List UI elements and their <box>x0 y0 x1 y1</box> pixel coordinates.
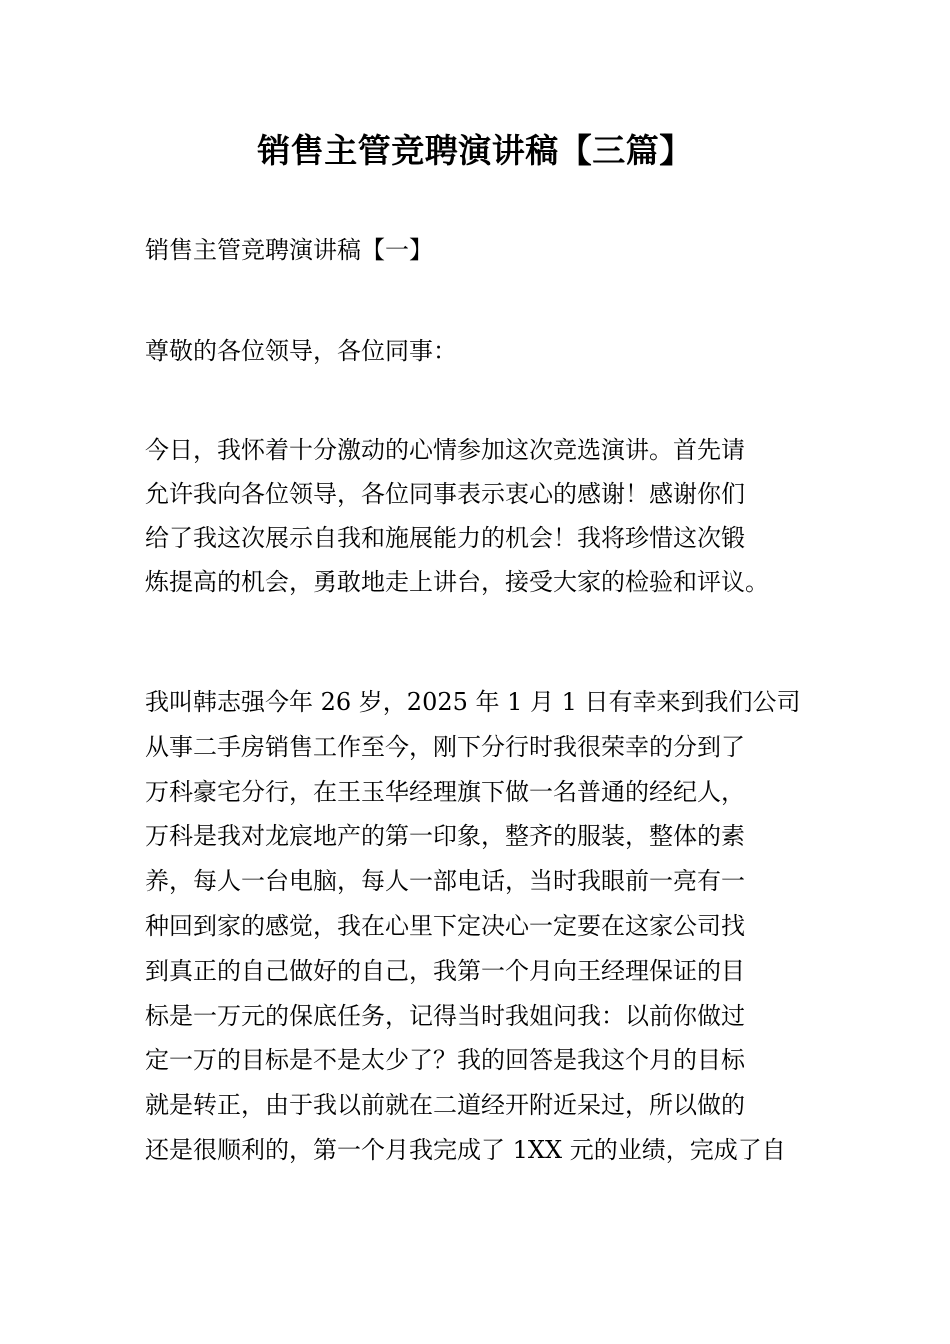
paragraph-line: 定一万的目标是不是太少了？我的回答是我这个月的目标 <box>145 1046 745 1075</box>
paragraph-line: 养，每人一台电脑，每人一部电话，当时我眼前一亮有一 <box>145 867 745 896</box>
paragraph-line: 从事二手房销售工作至今，刚下分行时我很荣幸的分到了 <box>145 732 745 761</box>
paragraph-line: 万科是我对龙宸地产的第一印象，整齐的服装，整体的素 <box>145 822 745 851</box>
paragraph-line: 允许我向各位领导，各位同事表示衷心的感谢！感谢你们 <box>145 480 745 508</box>
paragraph-line: 还是很顺利的，第一个月我完成了 1XX 元的业绩，完成了自 <box>145 1135 786 1164</box>
paragraph-line: 今日，我怀着十分激动的心情参加这次竞选演讲。首先请 <box>145 436 745 464</box>
greeting-line: 尊敬的各位领导，各位同事： <box>145 337 457 365</box>
document-title: 销售主管竞聘演讲稿【三篇】 <box>257 131 693 170</box>
paragraph-line: 炼提高的机会，勇敢地走上讲台，接受大家的检验和评议。 <box>145 568 769 596</box>
paragraph-line: 我叫韩志强今年 26 岁，2025 年 1 月 1 日有幸来到我们公司 <box>145 688 801 716</box>
paragraph-line: 种回到家的感觉，我在心里下定决心一定要在这家公司找 <box>145 911 745 940</box>
paragraph-line: 到真正的自己做好的自己，我第一个月向王经理保证的目 <box>145 956 745 985</box>
section-subtitle: 销售主管竞聘演讲稿【一】 <box>145 236 433 264</box>
paragraph-line: 标是一万元的保底任务，记得当时我姐问我：以前你做过 <box>145 1001 745 1030</box>
paragraph-line: 给了我这次展示自我和施展能力的机会！我将珍惜这次锻 <box>145 524 745 552</box>
paragraph-2 <box>145 680 810 1173</box>
paragraph-1 <box>145 428 810 604</box>
paragraph-line: 就是转正，由于我以前就在二道经开附近呆过，所以做的 <box>145 1091 745 1120</box>
paragraph-line: 万科豪宅分行，在王玉华经理旗下做一名普通的经纪人， <box>145 777 745 806</box>
